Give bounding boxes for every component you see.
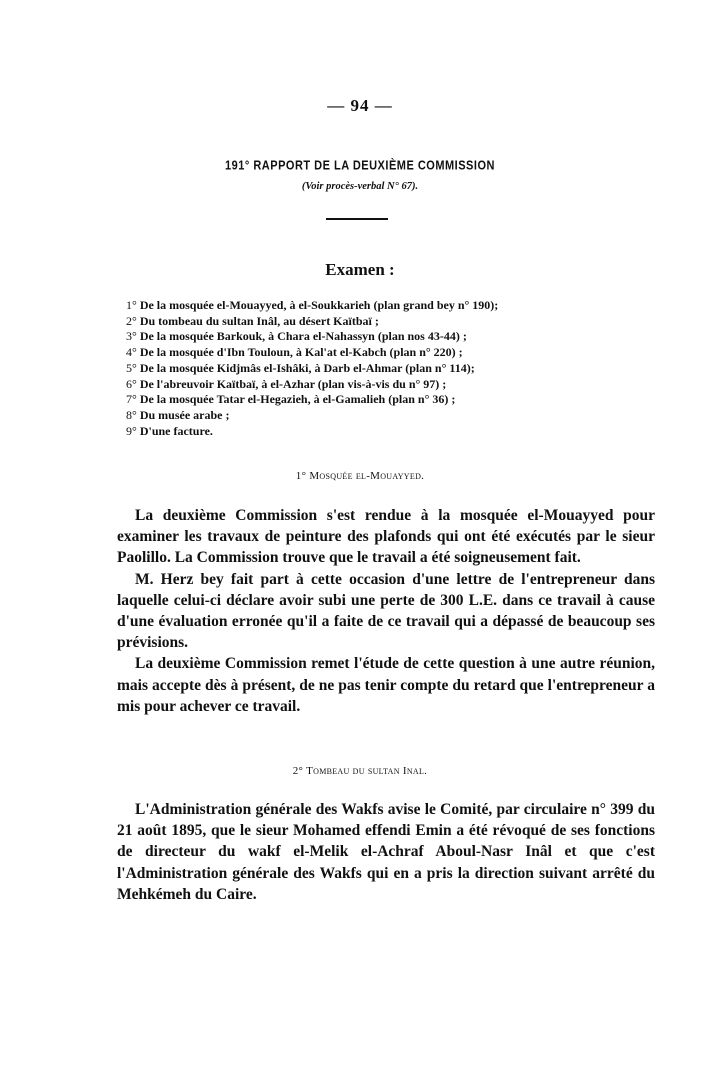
paragraph: La deuxième Commission s'est rendue à la mosquée el-Mouayyed pour examiner les travaux de peinture des plafonds qui ont été exécutés par le sieur Paolillo. La Commission trouve que le travail a été soigneusement fait.	[117, 507, 655, 567]
examen-item-text: De la mosquée d'Ibn Touloun, à Kal'at el-Kabch (plan n° 220) ;	[139, 345, 463, 360]
examen-item-text: De la mosquée Barkouk, à Chara el-Nahassyn (plan nos 43-44) ;	[139, 329, 467, 344]
examen-item-number: 2°	[126, 313, 137, 328]
examen-heading: Examen :	[325, 260, 395, 279]
examen-item	[126, 361, 666, 377]
examen-item	[126, 377, 666, 393]
examen-item-number: 8°	[126, 407, 137, 422]
examen-item-number: 6°	[126, 376, 137, 391]
examen-item-text: Du tombeau du sultan Inâl, au désert Kaïtbaï ;	[139, 313, 379, 328]
section-body-mouayyed	[117, 505, 655, 717]
examen-item-number: 9°	[126, 423, 137, 438]
report-title: 191° RAPPORT DE LA DEUXIÈME COMMISSION	[225, 159, 495, 173]
examen-item-number: 7°	[126, 392, 137, 407]
report-subtitle: (Voir procès-verbal N° 67).	[301, 181, 419, 192]
separator-rule	[326, 218, 388, 220]
examen-item	[126, 424, 666, 440]
page-number: — 94 —	[327, 96, 393, 115]
section-body-inal	[117, 799, 655, 905]
examen-item-number: 5°	[126, 360, 137, 375]
examen-item-text: D'une facture.	[139, 423, 213, 438]
examen-item-text: Du musée arabe ;	[139, 407, 230, 422]
examen-item-number: 3°	[126, 329, 137, 344]
paragraph: La deuxième Commission remet l'étude de cette question à une autre réunion, mais accepte dès à présent, de ne pas tenir compte du retard que l'entrepreneur a mis pour achever ce travail.	[117, 655, 655, 715]
examen-item-text: De l'abreuvoir Kaïtbaï, à el-Azhar (plan vis-à-vis du n° 97) ;	[139, 376, 447, 391]
examen-item-text: De la mosquée el-Mouayyed, à el-Soukkarieh (plan grand bey n° 190);	[139, 298, 499, 312]
examen-item	[126, 408, 666, 424]
examen-list	[126, 298, 666, 439]
examen-item	[126, 329, 666, 345]
examen-item	[126, 345, 666, 361]
section-heading-mouayyed: 1° Mosquée el-Mouayyed.	[295, 470, 425, 482]
section-heading-inal: 2° Tombeau du sultan Inal.	[292, 765, 428, 777]
examen-item-text: De la mosquée Tatar el-Hegazieh, à el-Gamalieh (plan n° 36) ;	[139, 392, 456, 407]
paragraph: M. Herz bey fait part à cette occasion d'une lettre de l'entrepreneur dans laquelle celui-ci déclare avoir subi une perte de 300 L.E. dans ce travail à cause d'une évaluation erronée qu'il a faite de ce travail qui a dépassé de beaucoup ses prévisions.	[117, 570, 655, 652]
examen-item	[126, 298, 666, 314]
examen-item	[126, 314, 666, 330]
examen-item-text: De la mosquée Kidjmâs el-Ishâki, à Darb el-Ahmar (plan n° 114);	[139, 360, 475, 375]
examen-item	[126, 392, 666, 408]
examen-item-number: 1°	[126, 298, 137, 312]
paragraph: L'Administration générale des Wakfs avise le Comité, par circulaire n° 399 du 21 août 1895, que le sieur Mohamed effendi Emin a été révoqué de ses fonctions de directeur du wakf el-Melik el-Achraf Aboul-Nasr Inâl et que c'est l'Administration générale des Wakfs qui en a pris la direction suivant arrêté du Mehkémeh du Caire.	[117, 801, 655, 903]
examen-item-number: 4°	[126, 345, 137, 360]
